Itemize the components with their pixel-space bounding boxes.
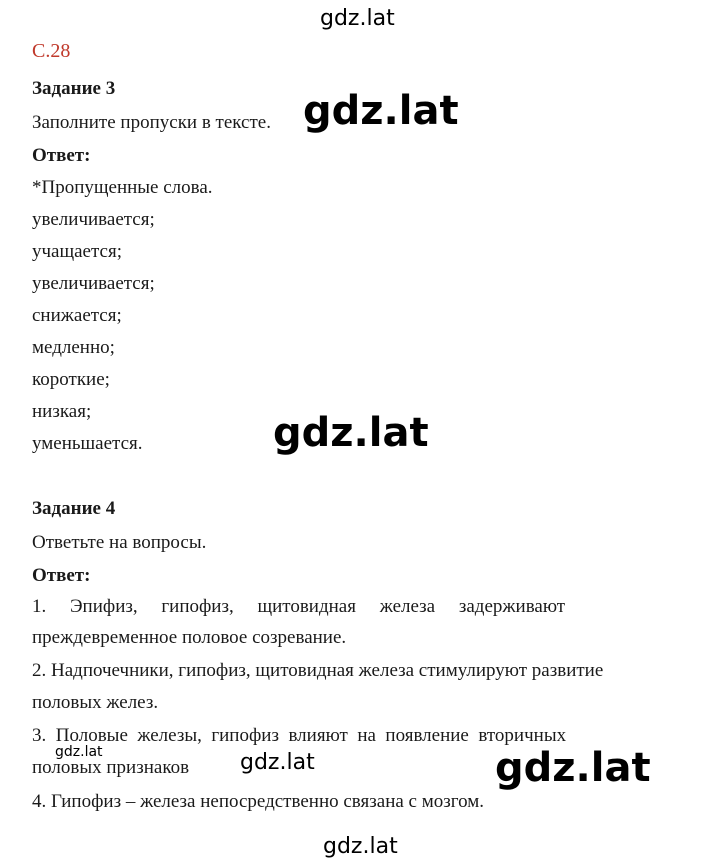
task4-answer-1-line1: 1. Эпифиз, гипофиз, щитовидная железа задерживают: [32, 596, 566, 617]
watermark-tiny: gdz.lat: [55, 744, 103, 760]
watermark-bottom: gdz.lat: [323, 834, 398, 859]
task3-word: уменьшается.: [32, 433, 143, 454]
task3-prompt: Заполните пропуски в тексте.: [32, 112, 271, 133]
task4-title: Задание 4: [32, 498, 116, 519]
watermark-top: gdz.lat: [320, 6, 395, 31]
task3-word: увеличивается;: [32, 273, 155, 294]
task4-answer-2-line2: половых желез.: [32, 692, 159, 713]
task3-word: короткие;: [32, 369, 110, 390]
watermark-large-2: gdz.lat: [273, 410, 429, 456]
task3-word: снижается;: [32, 305, 122, 326]
task3-answer-label: Ответ:: [32, 145, 91, 166]
task4-answer-3-line2: половых признаков: [32, 757, 190, 778]
task4-prompt: Ответьте на вопросы.: [32, 532, 207, 553]
task3-word: медленно;: [32, 337, 115, 358]
page-reference: С.28: [32, 40, 71, 62]
task3-title: Задание 3: [32, 78, 116, 99]
task4-answer-1-line2: преждевременное половое созревание.: [32, 627, 347, 648]
task4-answer-label: Ответ:: [32, 565, 91, 586]
watermark-mid: gdz.lat: [240, 750, 315, 775]
task4-answer-2-line1: 2. Надпочечники, гипофиз, щитовидная железа стимулируют развитие: [32, 660, 604, 681]
task4-answer-4: 4. Гипофиз – железа непосредственно связана с мозгом.: [32, 791, 484, 812]
task4-answer-3-line1: 3. Половые железы, гипофиз влияют на появление вторичных: [32, 725, 567, 746]
task3-note: *Пропущенные слова.: [32, 177, 213, 198]
task3-word: низкая;: [32, 401, 92, 422]
task3-word: учащается;: [32, 241, 122, 262]
watermark-large-1: gdz.lat: [303, 88, 459, 134]
watermark-large-3: gdz.lat: [495, 745, 651, 791]
task3-word: увеличивается;: [32, 209, 155, 230]
